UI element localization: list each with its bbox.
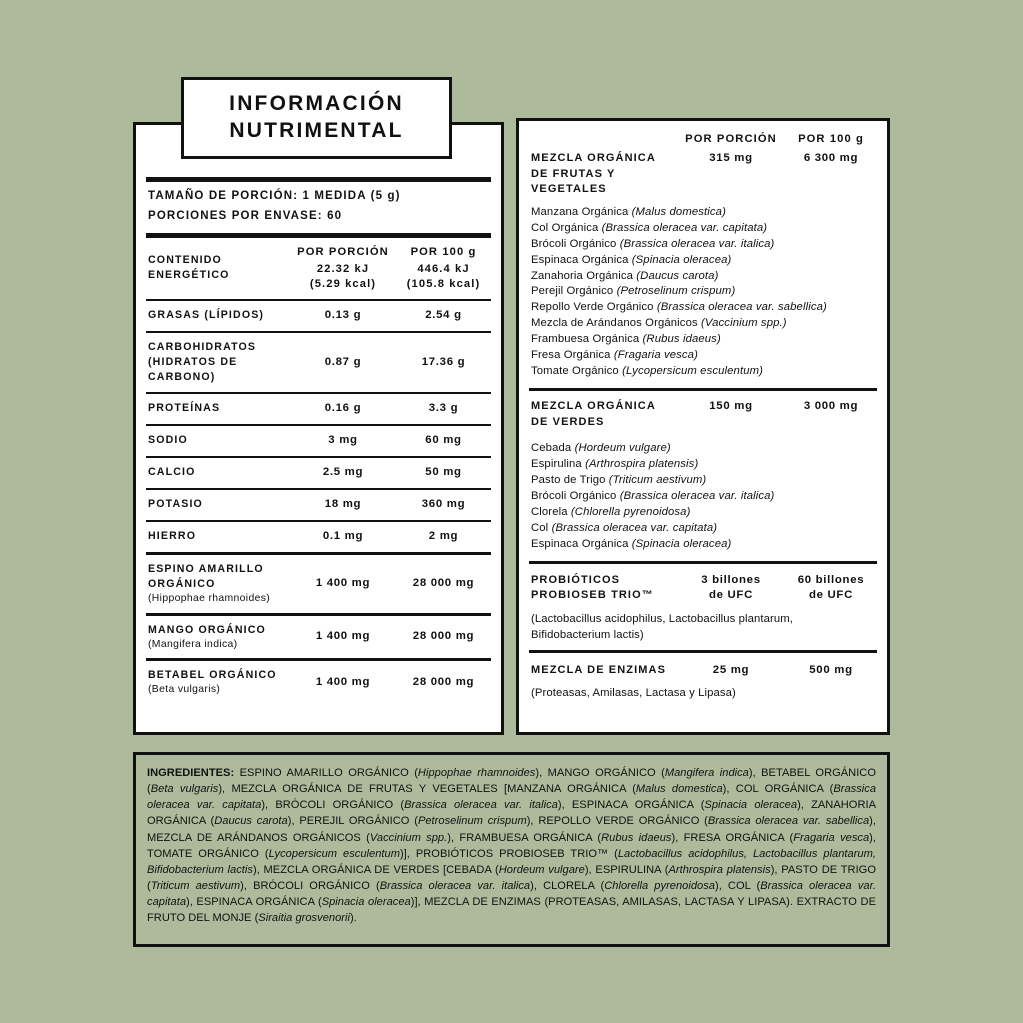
ingredients-text: [147, 765, 876, 926]
row-per-serving: 0.16 g: [324, 402, 362, 415]
species-scientific-name: (Petroselinum crispum): [616, 285, 736, 298]
species-scientific-name: (Brassica oleracea var. italica): [619, 489, 775, 502]
energy-label-line1: CONTENIDO: [148, 254, 222, 267]
page-title: [181, 77, 452, 159]
species-common-name: Cebada: [531, 442, 572, 455]
botanical-name: MANGO ORGÁNICO: [148, 623, 266, 636]
serving-size: TAMAÑO DE PORCIÓN: 1 MEDIDA (5 g): [148, 190, 401, 202]
ingredients-heading: INGREDIENTES:: [147, 767, 235, 779]
species-scientific-name: (Brassica oleracea var. capitata): [551, 521, 718, 534]
spacer: [531, 129, 675, 147]
row-per-serving: 3 mg: [328, 434, 358, 447]
blend-name: MEZCLA ORGÁNICA DE VERDES: [531, 399, 656, 428]
row-label: GRASAS (LÍPIDOS): [148, 309, 265, 322]
table-row: [146, 333, 491, 392]
blend-per-serving: [675, 573, 787, 604]
list-item: [531, 332, 875, 348]
probiotics-strains: (Lactobacillus acidophilus, Lactobacillus plantarum, Bifidobacterium lactis): [531, 612, 794, 641]
row-label: [148, 623, 288, 652]
page-title-line1: INFORMACIÓN: [229, 92, 404, 116]
list-item: [531, 348, 875, 364]
list-item: [531, 473, 875, 489]
species-scientific-name: (Daucus carota): [636, 269, 719, 282]
species-common-name: Mezcla de Arándanos Orgánicos: [531, 317, 698, 330]
row-label: PROTEÍNAS: [148, 402, 221, 415]
species-scientific-name: (Hordeum vulgare): [574, 442, 671, 455]
column-header-per-100g-cell: [787, 129, 875, 147]
blend-header-fruits-vegetables: [529, 149, 877, 198]
blend-per-serving: 315 mg: [709, 152, 753, 164]
row-per-100g: 360 mg: [421, 498, 466, 511]
servings-per-container: PORCIONES POR ENVASE: 60: [148, 209, 343, 222]
blend-header-probiotics: [529, 564, 877, 604]
supplement-blends-panel: [516, 118, 890, 735]
species-common-name: Perejil Orgánico: [531, 285, 614, 298]
row-label: HIERRO: [148, 530, 197, 543]
list-item: [531, 300, 875, 316]
list-item: [531, 489, 875, 505]
species-common-name: Espinaca Orgánica: [531, 253, 629, 266]
column-header-per-serving: POR PORCIÓN: [297, 245, 389, 258]
blend-per-100g: 500 mg: [809, 664, 853, 677]
species-scientific-name: (Rubus idaeus): [642, 333, 721, 346]
species-scientific-name: (Fragaria vesca): [613, 349, 698, 362]
botanical-scientific-name: (Beta vulgaris): [148, 684, 221, 696]
page-title-line2: NUTRIMENTAL: [229, 119, 404, 142]
row-label: SODIO: [148, 434, 188, 447]
blend-name: [531, 573, 675, 604]
species-scientific-name: (Arthrospira platensis): [585, 458, 699, 471]
species-scientific-name: (Brassica oleracea var. italica): [619, 237, 775, 250]
ingredients-body: ESPINO AMARILLO ORGÁNICO (Hippophae rhamnoides), MANGO ORGÁNICO (Mangifera indica), BETABEL ORGÁNICO (Beta vulgaris), MEZCLA ORGÁNICA DE FRUTAS Y VEGETALES [MANZANA ORGÁNICA (Malus domestica), COL ORGÁNICA (Brassica oleracea var. capitata), BRÓCOLI ORGÁNICO (Brassica oleracea var. italica), ESPINACA ORGÁNICA (Spinacia oleracea), ZANAHORIA ORGÁNICA (Daucus carota), PEREJIL ORGÁNICO (Petroselinum crispum), REPOLLO VERDE ORGÁNICO (Brassica oleracea var. sabellica), MEZCLA DE ARÁNDANOS ORGÁNICOS (Vaccinium spp.), FRAMBUESA ORGÁNICA (Rubus idaeus), FRESA ORGÁNICA (Fragaria vesca), TOMATE ORGÁNICO (Lycopersicum esculentum)], PROBIÓTICOS PROBIOSEB TRIO™ (Lactobacillus acidophilus, Lactobacillus plantarum, Bifidobacterium lactis), MEZCLA ORGÁNICA DE VERDES [CEBADA (Hordeum vulgare), ESPIRULINA (Arthrospira platensis), PASTO DE TRIGO (Triticum aestivum), BRÓCOLI ORGÁNICO (Brassica oleracea var. italica), CLORELA (Chlorella pyrenoidosa), COL (Brassica oleracea var. capitata), ESPINACA ORGÁNICA (Spinacia oleracea)], MEZCLA DE ENZIMAS (PROTEASAS, AMILASAS, LACTASA Y LIPASA). EXTRACTO DE FRUTO DEL MONJE (Siraitia grosvenorii).: [147, 767, 877, 925]
table-row-energy: [146, 238, 491, 299]
list-item: [531, 457, 875, 473]
row-per-100g: 28 000 mg: [412, 630, 475, 643]
probiotics-label: PROBIÓTICOS: [531, 573, 621, 586]
column-header-per-100g: POR 100 g: [410, 245, 477, 258]
list-item: [531, 221, 875, 237]
row-per-100g: 50 mg: [425, 466, 462, 479]
species-common-name: Frambuesa Orgánica: [531, 333, 640, 346]
table-row: [146, 426, 491, 456]
species-common-name: Repollo Verde Orgánico: [531, 301, 654, 314]
table-row: [146, 661, 491, 704]
blend-per-100g: 6 300 mg: [803, 152, 859, 164]
column-header-per-serving-cell: [675, 129, 787, 147]
blend-header-greens: [529, 391, 877, 430]
row-per-100g: 17.36 g: [421, 355, 466, 368]
row-per-serving: 0.87 g: [324, 355, 362, 368]
species-scientific-name: (Malus domestica): [631, 205, 726, 218]
species-common-name: Zanahoria Orgánica: [531, 269, 634, 282]
species-scientific-name: (Triticum aestivum): [608, 474, 707, 487]
list-item: [531, 537, 875, 553]
species-common-name: Pasto de Trigo: [531, 474, 606, 487]
species-scientific-name: (Spinacia oleracea): [631, 253, 732, 266]
list-item: [531, 284, 875, 300]
row-per-100g: 2.54 g: [425, 309, 462, 322]
list-item: [531, 205, 875, 221]
species-scientific-name: (Brassica oleracea var. capitata): [601, 221, 768, 234]
row-per-100g: 28 000 mg: [412, 675, 475, 688]
list-item: [531, 441, 875, 457]
row-label: CALCIO: [148, 466, 196, 479]
row-per-serving: 18 mg: [324, 498, 362, 511]
column-header-per-100g: POR 100 g: [798, 133, 864, 145]
probiotics-per-100g-unit: de UFC: [808, 588, 854, 601]
species-common-name: Fresa Orgánica: [531, 349, 611, 362]
row-label: [148, 668, 288, 697]
species-common-name: Brócoli Orgánico: [531, 489, 617, 502]
row-per-serving: 1 400 mg: [315, 577, 371, 590]
row-per-serving: 1 400 mg: [315, 675, 371, 688]
botanical-scientific-name: (Hippophae rhamnoides): [148, 593, 271, 605]
row-per-serving: 0.13 g: [324, 309, 362, 322]
probiotics-per-serving-amount: 3 billones: [701, 573, 761, 586]
energy-per-100g-kcal: (105.8 kcal): [406, 278, 481, 291]
species-common-name: Espirulina: [531, 458, 582, 471]
energy-per-serving-kcal: (5.29 kcal): [309, 278, 377, 291]
row-label: [148, 562, 288, 606]
species-scientific-name: (Vaccinium spp.): [701, 317, 787, 330]
row-per-serving: 1 400 mg: [315, 630, 371, 643]
species-common-name: Col Orgánica: [531, 221, 599, 234]
energy-per-serving-kj: 22.32 kJ: [316, 263, 370, 276]
probiotics-per-100g-amount: 60 billones: [797, 573, 865, 586]
blend-name: MEZCLA ORGÁNICA DE FRUTAS Y VEGETALES: [531, 152, 656, 196]
nutrition-facts-panel: [133, 122, 504, 735]
table-row: [146, 555, 491, 613]
botanical-scientific-name: (Mangifera indica): [148, 638, 238, 650]
row-per-100g: 2 mg: [428, 530, 459, 543]
row-per-100g: 3.3 g: [428, 402, 459, 415]
blend-name: MEZCLA DE ENZIMAS: [531, 664, 667, 677]
species-list-fruits-vegetables: [529, 198, 877, 388]
species-list-greens: [529, 430, 877, 560]
list-item: [531, 505, 875, 521]
table-row: [146, 522, 491, 552]
species-scientific-name: (Spinacia oleracea): [631, 537, 732, 550]
species-scientific-name: (Brassica oleracea var. sabellica): [656, 301, 827, 314]
botanical-name: ESPINO AMARILLO ORGÁNICO: [148, 562, 264, 590]
table-row: [146, 301, 491, 331]
row-per-100g: 60 mg: [425, 434, 462, 447]
row-label-energy: [148, 253, 288, 283]
energy-per-100g: [398, 245, 489, 292]
column-headers: [529, 129, 877, 149]
table-row: [146, 490, 491, 520]
blend-per-serving: 150 mg: [709, 399, 753, 412]
energy-label-line2: ENERGÉTICO: [148, 269, 230, 282]
blend-per-serving: 25 mg: [712, 664, 750, 677]
column-header-per-serving: POR PORCIÓN: [685, 133, 777, 145]
energy-per-serving: [288, 245, 398, 292]
species-common-name: Col: [531, 521, 549, 534]
serving-info: [146, 182, 491, 233]
list-item: [531, 269, 875, 285]
row-per-100g: 28 000 mg: [412, 577, 475, 590]
species-common-name: Manzana Orgánica: [531, 205, 629, 218]
species-common-name: Espinaca Orgánica: [531, 537, 629, 550]
blend-header-enzymes: [529, 653, 877, 679]
species-scientific-name: (Lycopersicum esculentum): [622, 365, 764, 378]
blend-per-100g: [787, 573, 875, 604]
probiotics-per-serving-unit: de UFC: [708, 588, 754, 601]
species-common-name: Brócoli Orgánico: [531, 237, 617, 250]
blend-per-100g: 3 000 mg: [803, 399, 859, 412]
species-common-name: Tomate Orgánico: [531, 365, 619, 378]
list-item: [531, 364, 875, 380]
energy-per-100g-kj: 446.4 kJ: [417, 263, 470, 276]
row-label: CARBOHIDRATOS (HIDRATOS DE CARBONO): [148, 340, 257, 383]
list-item: [531, 237, 875, 253]
enzymes-detail: (Proteasas, Amilasas, Lactasa y Lipasa): [531, 687, 736, 700]
row-label: POTASIO: [148, 498, 203, 511]
botanical-name: BETABEL ORGÁNICO: [148, 669, 277, 682]
row-per-serving: 0.1 mg: [322, 530, 364, 543]
probiotics-brand: PROBIOSEB TRIO™: [531, 589, 654, 602]
species-common-name: Clorela: [531, 505, 568, 518]
table-row: [146, 616, 491, 659]
list-item: [531, 253, 875, 269]
list-item: [531, 521, 875, 537]
row-per-serving: 2.5 mg: [322, 466, 364, 479]
species-scientific-name: (Chlorella pyrenoidosa): [570, 505, 691, 518]
ingredients-panel: [133, 752, 890, 947]
list-item: [531, 316, 875, 332]
table-row: [146, 458, 491, 488]
table-row: [146, 394, 491, 424]
